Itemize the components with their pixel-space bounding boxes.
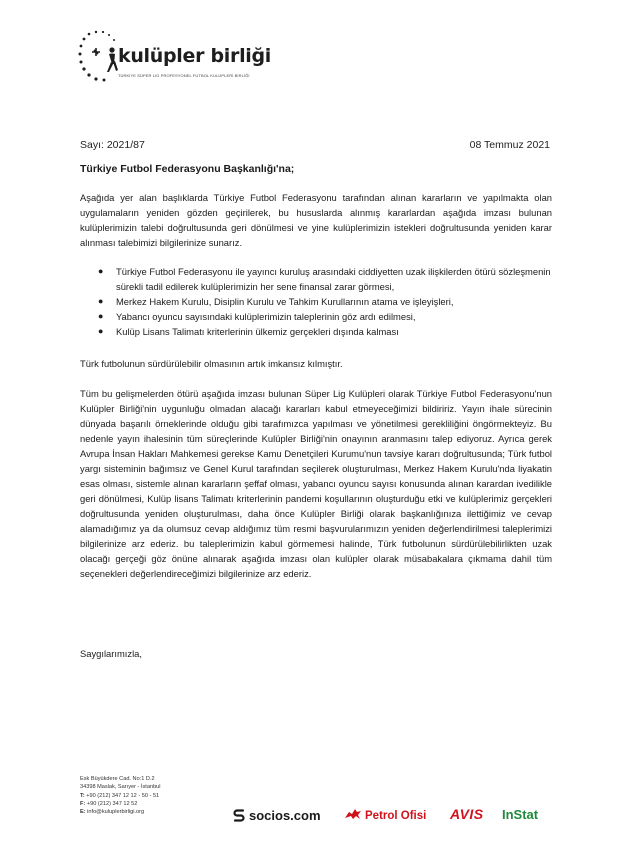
petrol-ofisi-horse-icon xyxy=(344,808,362,820)
contact-label: E: xyxy=(80,809,86,816)
contact-value: info@kuluplerbirligi.org xyxy=(87,809,145,816)
kulupler-birligi-logo xyxy=(78,28,278,90)
closing-salutation: Saygılarımızla, xyxy=(80,648,142,659)
email-line xyxy=(80,808,161,816)
list-item xyxy=(98,294,552,309)
petrol-ofisi-label: Petrol Ofisi xyxy=(365,810,427,822)
avis-logo: AVIS xyxy=(450,806,484,822)
contact-label: F: xyxy=(80,800,86,807)
logo-wordmark: kulüpler birliği xyxy=(118,45,272,67)
main-paragraph: Tüm bu gelişmelerden ötürü aşağıda imzası bulunan Süper Lig Kulüpleri olarak Türkiye Futbol Federasyonu'nun Kulüpler Birliği'nin uygunluğu olmadan alacağı kararları kabul etmeyeceğimizi bildiririz. Yayın ihale sürecinin dünyada başarılı örneklerinde olduğu gibi tarafımızca yapılması ve yönetilmesi gerekliliğini öngörmekteyiz. Bu nedenle yayın ihalesinin tüm süreçlerinde Kulüpler Birliği'nin onayının aranmasını talep ediyoruz. Ayrıca gerek Avrupa İnsan Hakları Mahkemesi gerekse Kamu Denetçileri Kurumu'nun tavsiye kararı doğrultusunda; Türk futbol yargı sisteminin bağımsız ve Genel Kurul tarafından seçilerek oluşturulması, Merkez Hakem Kurulu'nda liyakatin esas olması, sistemle alınan kararların şeffaf olması, yabancı oyuncu sayısı konusunda alınan karardan ivedilikle geri dönülmesi, Kulüp lisans Talimatı kriterlerinin pandemi koşullarının oluşturduğu etki ve kulüplerimiz gerçekleri doğrultusunda yeniden oluşturulması, daha önce Kulüpler Birliği olarak başkanlığınıza ilettiğimiz ve cevap alamadığımız ya da olumsuz cevap aldığımız tüm resmi başvurularımızın yeniden değerlendirilmesi taleplerimizi bilgilerinize arz ederiz. bu taleplerimizin kabul görmemesi halinde, Türk futbolunun sürdürülebilirlikten uzak olacağı gerçeği göz önüne alınarak aşağıda imzası olan kulüpler olarak müsabakalara çıkmama dahil tüm seçenekleri değerlendireceğimizi bilgilerinize arz ederiz. xyxy=(80,388,552,579)
letter-date: 08 Temmuz 2021 xyxy=(469,139,550,151)
address-line: 34398 Maslak, Sarıyer - İstanbul xyxy=(80,784,161,791)
bullet-icon: ● xyxy=(98,266,104,276)
instat-logo: InStat xyxy=(502,807,539,822)
list-item xyxy=(98,309,552,324)
sponsor-logos xyxy=(232,806,562,830)
logo-subtitle: TÜRKİYE SÜPER LİG PROFESYONEL FUTBOL KULÜPLERİ BİRLİĞİ xyxy=(118,73,250,78)
reference-number: Sayı: 2021/87 xyxy=(80,139,145,151)
list-item xyxy=(98,324,552,339)
addressee: Türkiye Futbol Federasyonu Başkanlığı'na; xyxy=(80,163,295,175)
list-item-text: Türkiye Futbol Federasyonu ile yayıncı kuruluş arasındaki ciddiyetten uzak ilişkilerden ötürü sözleşmenin sürekli tadil edilerek kulüplerimizin her sene finansal zarar görmesi, xyxy=(116,266,551,292)
contact-value: +90 (212) 347 12 12 - 50 - 51 xyxy=(86,792,160,799)
list-item-text: Kulüp Lisans Talimatı kriterlerinin ülkemiz gerçekleri dışında kalması xyxy=(116,326,399,337)
bullet-icon: ● xyxy=(98,311,104,321)
issues-list xyxy=(98,264,552,339)
list-item-text: Merkez Hakem Kurulu, Disiplin Kurulu ve Tahkim Kurullarının atama ve işleyişleri, xyxy=(116,296,454,307)
socios-logo xyxy=(232,808,321,823)
petrol-ofisi-logo xyxy=(344,808,426,822)
fax-line xyxy=(80,800,161,808)
bullet-icon: ● xyxy=(98,296,104,306)
socios-label: socios.com xyxy=(249,808,321,823)
statement-paragraph: Türk futbolunun sürdürülebilir olmasının artık imkansız kılmıştır. xyxy=(80,358,343,369)
contact-label: T: xyxy=(80,792,85,799)
intro-paragraph: Aşağıda yer alan başlıklarda Türkiye Futbol Federasyonu tarafından alınan kararların ve yapılmakta olan uygulamaların yeniden gözden geçirilerek, bu hususlarda alınmış kararlardan aşağıda imzası bulunan kulüplerimizin talebi doğrultusunda geri dönülmesi ve yine kulüplerimizin istekleri doğrultusunda yeniden karar alınması talebimizi bilgilerinize sunarız. xyxy=(80,192,552,248)
list-item-text: Yabancı oyuncu sayısındaki kulüplerimizin taleplerinin göz ardı edilmesi, xyxy=(116,311,416,322)
phone-line xyxy=(80,792,161,800)
address-line: Esk Büyükdere Cad. No:1 D.2 xyxy=(80,776,155,782)
footer-address xyxy=(80,775,161,816)
contact-value: +90 (212) 347 12 52 xyxy=(86,800,138,807)
bullet-icon: ● xyxy=(98,326,104,336)
socios-s-icon xyxy=(232,808,246,822)
list-item xyxy=(98,264,552,294)
